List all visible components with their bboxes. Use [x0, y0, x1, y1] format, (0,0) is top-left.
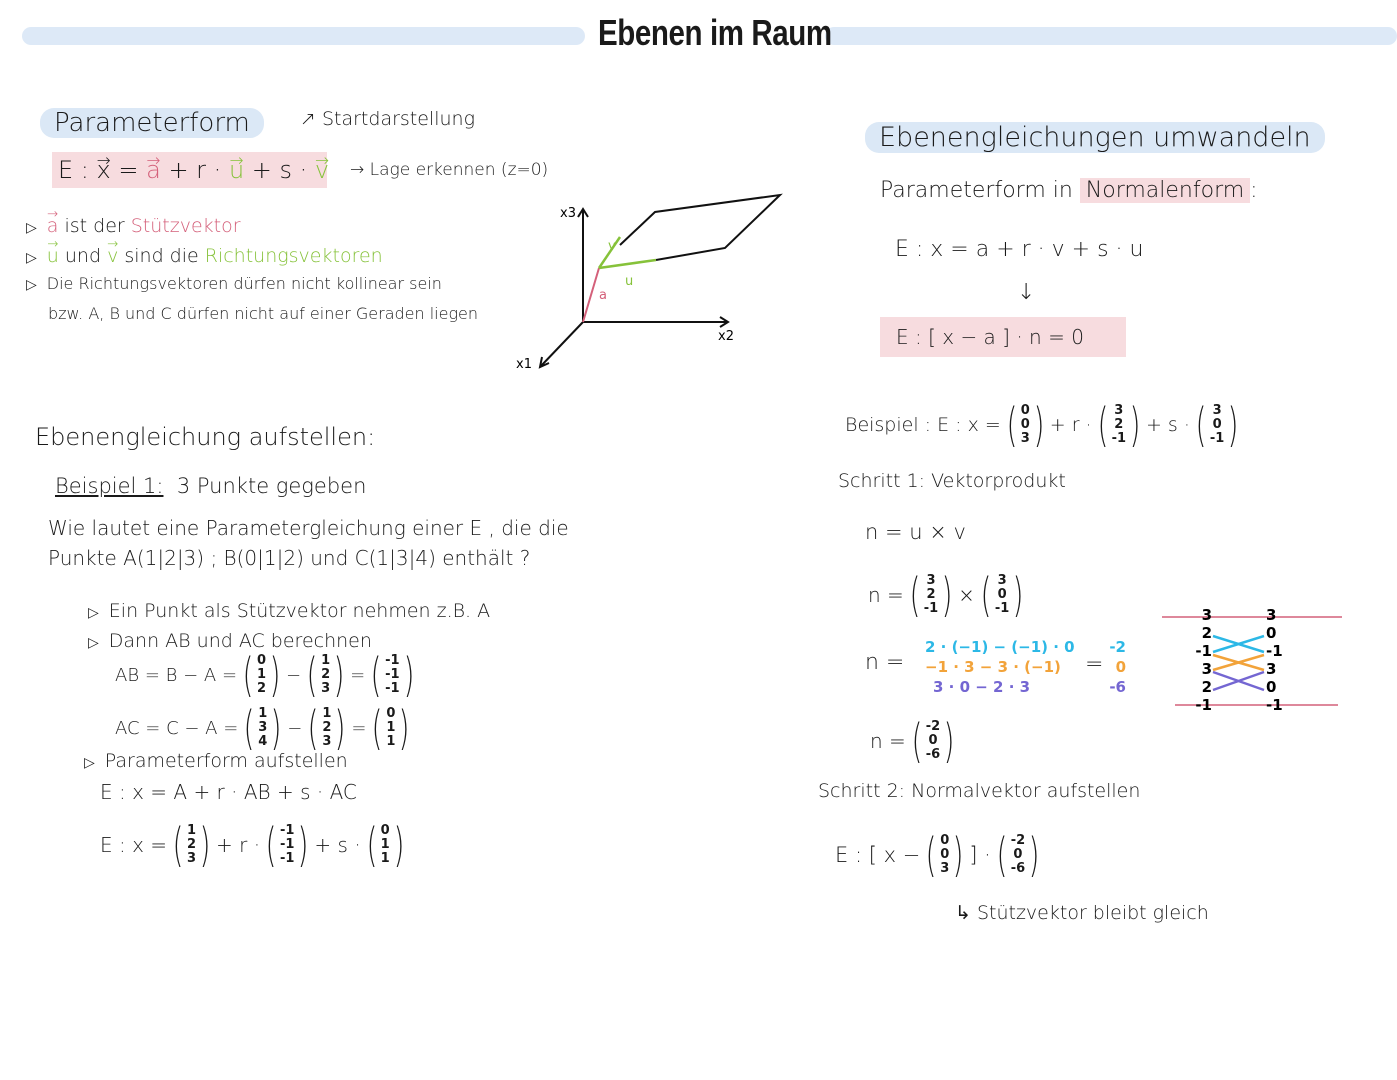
vector-b: [239, 648, 284, 702]
b2-und: und: [58, 245, 108, 267]
cross-entry: 2: [1201, 678, 1212, 696]
paren-left: (: [996, 828, 1008, 882]
vector-column: [187, 824, 196, 866]
vector-p: [1003, 398, 1048, 452]
n-label: n =: [868, 583, 904, 607]
beispiel1: [55, 474, 366, 498]
question-line1: Wie lautet eine Parametergleichung einer E , die die: [48, 516, 569, 540]
paren-left: (: [306, 648, 318, 702]
ac-calc: [115, 701, 415, 755]
vector-entry: 0: [940, 847, 950, 862]
ab-calc: [115, 648, 420, 702]
eq: =: [350, 664, 366, 686]
calc-row-2: −1 · 3 − 3 · (−1): [925, 658, 1061, 676]
vector-entry: 3: [940, 861, 950, 876]
vector-entry: 4: [258, 734, 268, 749]
title-bar-right: [825, 27, 1397, 45]
step3: [84, 750, 348, 772]
down-arrow-icon: ↓: [1017, 280, 1036, 305]
f-r: + r ·: [160, 156, 229, 184]
paren-right: ): [952, 828, 964, 882]
vector-entry: 3: [322, 734, 332, 749]
vector-entry: 0: [257, 653, 267, 668]
vector-entry: -1: [923, 601, 939, 616]
vector-entry: 0: [997, 587, 1007, 602]
colon: :: [1250, 178, 1258, 203]
vector-entry: 2: [321, 667, 331, 682]
vector-entry: 0: [380, 823, 390, 838]
x1-label: x1: [516, 357, 532, 372]
vector-entry: 1: [257, 667, 267, 682]
step3-text: Parameterform aufstellen: [104, 750, 348, 772]
vector-entry: 3: [1212, 403, 1222, 418]
vector-entry: 3: [1020, 431, 1030, 446]
cross-product-scheme: [1160, 602, 1345, 714]
f-v: → v: [315, 152, 329, 188]
schritt1: Schritt 1: Vektorprodukt: [838, 470, 1066, 492]
cross-entry: -1: [1266, 642, 1283, 660]
lage-note: → Lage erkennen (z=0): [350, 160, 549, 180]
paren-right: ): [943, 714, 955, 768]
startdarstellung-note: ↗ Startdarstellung: [300, 108, 475, 130]
vector-v: [977, 568, 1027, 622]
calc-eq: =: [1085, 652, 1104, 677]
vector-entry: 0: [940, 833, 950, 848]
calc-results: [1098, 637, 1126, 697]
f-a: → a: [146, 152, 161, 188]
paren-left: (: [1006, 398, 1018, 452]
bullet-kollinear-line2: bzw. A, B und C dürfen nicht auf einer Geraden liegen: [48, 304, 479, 323]
vector-column: [995, 574, 1009, 616]
n-calc-label: n =: [865, 650, 905, 675]
vector-n: [993, 828, 1043, 882]
paren-right: ): [1227, 398, 1239, 452]
vector-column: [1112, 404, 1126, 446]
vector-entry: 1: [258, 706, 268, 721]
paren-left: (: [911, 714, 923, 768]
general-param-formula: E : x = a + r · v + s · u: [895, 237, 1144, 262]
n-label: n =: [870, 729, 906, 753]
cross-entry: 3: [1201, 660, 1212, 678]
n-calc-rows: [925, 637, 1075, 697]
schritt2: Schritt 2: Normalvektor aufstellen: [818, 780, 1141, 802]
vector-entry: 3: [321, 681, 331, 696]
vector-entry: -2: [925, 719, 941, 734]
paren-left: (: [242, 648, 254, 702]
cross-entry: 3: [1266, 660, 1277, 678]
ac-label: AC = C − A =: [115, 717, 239, 739]
b3-text: Die Richtungsvektoren dürfen nicht kollinear sein: [46, 274, 442, 293]
b1-text: ist der: [58, 215, 131, 237]
b2-text: sind die: [118, 245, 205, 267]
vector-u: [906, 568, 956, 622]
vector-entry: 0: [1020, 403, 1030, 418]
vector-column: [385, 654, 399, 696]
vector-dir1: [262, 818, 312, 872]
minus: −: [286, 664, 302, 686]
f-e: E :: [58, 156, 97, 184]
step2-text: Dann AB und AC berechnen: [108, 630, 372, 652]
umwandeln-sub: [880, 178, 1258, 203]
vector-entry: 1: [380, 837, 390, 852]
vector-entry: -1: [385, 667, 400, 682]
beispiel1-text: 3 Punkte gegeben: [176, 474, 367, 498]
vector-c: [240, 701, 285, 755]
bullet-icon: ▷: [26, 220, 37, 236]
vector-a: [583, 268, 599, 322]
f-eq: =: [110, 156, 147, 184]
vector-n: [908, 714, 958, 768]
bullet-kollinear: [26, 274, 442, 293]
r-label: + r ·: [216, 833, 261, 857]
vector-entry: 1: [322, 706, 332, 721]
s-label: + s ·: [1145, 414, 1190, 436]
b1-a: → a: [47, 215, 59, 237]
f-x: → x: [97, 152, 111, 188]
paren-right: ): [1033, 398, 1045, 452]
vector-entry: -6: [925, 747, 941, 762]
vector-entry: -6: [1010, 861, 1026, 876]
n-result: [870, 714, 960, 768]
paren-right: ): [1012, 568, 1024, 622]
vector-column: [1021, 404, 1030, 446]
paren-right: ): [1129, 398, 1141, 452]
bullet-icon: ▷: [88, 605, 99, 621]
cross-entry: 0: [1266, 678, 1277, 696]
f-u: → u: [229, 152, 244, 188]
vector-a: [303, 648, 348, 702]
bullet-icon: ▷: [26, 250, 37, 266]
eq: =: [351, 717, 367, 739]
cross-entry: -1: [1195, 696, 1212, 714]
vector-entry: 3: [258, 720, 268, 735]
paren-left: (: [307, 701, 319, 755]
umwandeln-heading: Ebenengleichungen umwandeln: [865, 122, 1325, 153]
e2-label: E : [ x −: [835, 843, 921, 867]
bullet-icon: ▷: [84, 755, 95, 771]
paren-left: (: [980, 568, 992, 622]
vector-column: [1011, 834, 1025, 876]
vector-column: [321, 654, 330, 696]
calc-row-1: 2 · (−1) − (−1) · 0: [925, 638, 1075, 656]
cross-entry: -1: [1195, 642, 1212, 660]
cross-entry: 3: [1266, 606, 1277, 624]
vector-column: [280, 824, 294, 866]
vector-entry: 3: [926, 573, 936, 588]
beispiel1-label: Beispiel 1:: [55, 474, 164, 498]
e-label: E : x =: [100, 833, 168, 857]
a-label: a: [599, 288, 607, 303]
vector-entry: -1: [385, 653, 400, 668]
paren-left: (: [172, 818, 184, 872]
paren-right: ): [333, 648, 345, 702]
parameterform-formula: [52, 152, 330, 188]
vector-column: [258, 707, 267, 749]
sub-normalenform: Normalenform: [1080, 178, 1250, 203]
step2: [88, 630, 372, 652]
vector-sv: [1192, 398, 1242, 452]
paren-left: (: [1195, 398, 1207, 452]
vector-column: [257, 654, 266, 696]
sub-text: Parameterform in: [880, 178, 1080, 203]
vector-entry: 1: [380, 851, 390, 866]
paren-left: (: [265, 818, 277, 872]
cross: ×: [958, 583, 975, 607]
paren-left: (: [370, 648, 382, 702]
vector-entry: 3: [187, 851, 197, 866]
vector-dir2: [363, 818, 408, 872]
vector-entry: 2: [257, 681, 267, 696]
vector-a: [304, 701, 349, 755]
res-2: 0: [1115, 658, 1126, 676]
paren-left: (: [1097, 398, 1108, 452]
b2-hl: Richtungsvektoren: [204, 245, 383, 267]
v-label: v: [608, 239, 616, 254]
vector-entry: 1: [321, 653, 331, 668]
vector-entry: 1: [386, 734, 396, 749]
vector-entry: 0: [386, 706, 396, 721]
vector-column: [924, 574, 938, 616]
calc-row-3: 3 · 0 − 2 · 3: [933, 678, 1031, 696]
n-cross-vectors: [868, 568, 1029, 622]
s-label: + s ·: [314, 833, 361, 857]
paren-right: ): [941, 568, 953, 622]
cross-entry: 2: [1201, 624, 1212, 642]
e2b-label: ] ·: [969, 843, 991, 867]
vector-column: [1210, 404, 1224, 446]
plane-outline: [620, 195, 780, 260]
paren-left: (: [925, 828, 937, 882]
vector-column: [386, 707, 395, 749]
aufstellen-heading: Ebenengleichung aufstellen:: [35, 423, 376, 451]
note-text: Startdarstellung: [321, 108, 475, 130]
question-line2: Punkte A(1|2|3) ; B(0|1|2) und C(1|3|4) enthält ?: [48, 546, 531, 570]
bullet-icon: ▷: [26, 277, 37, 293]
cross-entry: 3: [1201, 606, 1212, 624]
vector-entry: -1: [280, 837, 295, 852]
vector-entry: -1: [1209, 431, 1225, 446]
vector-p: [922, 828, 967, 882]
vector-column: [322, 707, 331, 749]
paren-right: ): [270, 701, 282, 755]
vector-entry: -1: [1111, 431, 1127, 446]
cross-entry: 0: [1266, 624, 1277, 642]
paren-right: ): [393, 818, 405, 872]
vector-entry: -1: [280, 823, 295, 838]
paren-right: ): [1028, 828, 1040, 882]
paren-right: ): [298, 818, 309, 872]
vector-entry: -1: [994, 601, 1010, 616]
normalform-formula: E : [ x − a ] · n = 0: [880, 317, 1126, 357]
vector-entry: -1: [280, 851, 295, 866]
vector-entry: 0: [1013, 847, 1023, 862]
vector-entry: 1: [386, 720, 396, 735]
n-cross-def: n = u × v: [865, 520, 966, 544]
res-3: -6: [1109, 678, 1126, 696]
title-bar-left: [22, 27, 585, 45]
ab-label: AB = B − A =: [115, 664, 238, 686]
r-label: + r ·: [1049, 414, 1092, 436]
beispiel-right: [845, 398, 1244, 452]
vector-rv: [1094, 398, 1144, 452]
bsp-label: Beispiel : E : x =: [845, 414, 1001, 436]
paren-right: ): [199, 818, 211, 872]
vector-entry: -1: [385, 681, 400, 696]
step1: [88, 600, 490, 622]
bullet-stuetzvektor: [26, 215, 241, 237]
step1-text: Ein Punkt als Stützvektor nehmen z.B. A: [108, 600, 491, 622]
vector-entry: 3: [997, 573, 1007, 588]
vector-column: [926, 720, 940, 762]
vector-entry: 2: [926, 587, 936, 602]
vector-entry: 0: [1212, 417, 1222, 432]
vector-entry: 3: [1114, 403, 1124, 418]
paren-right: ): [398, 701, 410, 755]
vector-column: [940, 834, 949, 876]
vector-ab: [367, 648, 417, 702]
b2-v: → v: [107, 245, 118, 267]
x1-axis: [540, 322, 583, 367]
paren-right: ): [334, 701, 346, 755]
b1-hl: Stützvektor: [130, 215, 241, 237]
pf-general: E : x = A + r · AB + s · AC: [100, 780, 357, 804]
plane-diagram: [500, 185, 800, 385]
bullet-richtungsvektoren: [26, 245, 383, 267]
vector-u: [599, 260, 656, 268]
vector-entry: 0: [928, 733, 938, 748]
minus: −: [287, 717, 303, 739]
paren-left: (: [909, 568, 921, 622]
f-s: + s ·: [244, 156, 315, 184]
paren-right: ): [403, 648, 414, 702]
cross-entry: -1: [1266, 696, 1283, 714]
vector-entry: -2: [1010, 833, 1026, 848]
vector-entry: 0: [1020, 417, 1030, 432]
x2-label: x2: [718, 329, 734, 344]
normalform-result: [835, 828, 1045, 882]
vector-entry: 2: [187, 837, 197, 852]
vector-column: [381, 824, 390, 866]
vector-entry: 1: [187, 823, 197, 838]
vector-entry: 2: [1114, 417, 1124, 432]
vector-entry: 2: [322, 720, 332, 735]
paren-right: ): [269, 648, 281, 702]
x3-label: x3: [560, 206, 576, 221]
u-label: u: [625, 274, 634, 289]
b2-u: → u: [47, 245, 59, 267]
vector-support: [169, 818, 214, 872]
parameterform-heading: Parameterform: [40, 108, 264, 138]
paren-left: (: [371, 701, 383, 755]
paren-left: (: [366, 818, 378, 872]
vector-ac: [368, 701, 413, 755]
paren-left: (: [243, 701, 255, 755]
res-1: -2: [1109, 638, 1126, 656]
pf-result: [100, 818, 410, 872]
bullet-icon: ▷: [88, 635, 99, 651]
page-title: Ebenen im Raum: [598, 12, 832, 53]
stuetzvektor-note: ↳ Stützvektor bleibt gleich: [955, 902, 1209, 924]
